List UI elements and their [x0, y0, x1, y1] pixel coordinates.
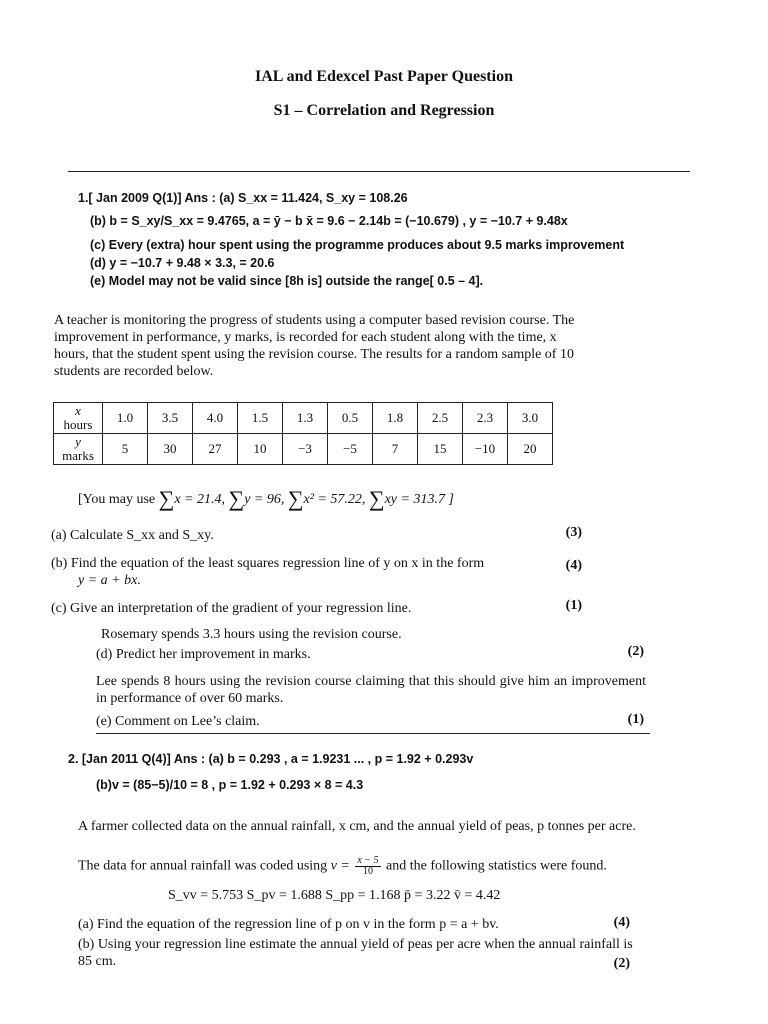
q1-part-e: (e) Comment on Lee’s claim. — [96, 714, 260, 729]
q2-intro: A farmer collected data on the annual rainfall, x cm, and the annual yield of peas, p tonnes per acre. — [78, 819, 636, 834]
q2-part-a: (a) Find the equation of the regression line of p on v in the form p = a + bv. — [78, 917, 499, 932]
q1-answer-line-d: (d) y = −10.7 + 9.48 × 3.3, = 20.6 — [90, 256, 275, 270]
table-cell: 3.5 — [148, 403, 193, 434]
table-cell: 1.0 — [103, 403, 148, 434]
q1-part-b-marks: (4) — [565, 558, 582, 573]
sigma-icon: ∑ — [368, 486, 385, 511]
q1-part-d-context: Rosemary spends 3.3 hours using the revision course. — [101, 627, 402, 642]
q2-part-a-marks: (4) — [613, 915, 630, 930]
x-header-symbol: x — [75, 403, 81, 418]
y-header-symbol: y — [75, 434, 81, 449]
table-cell: 30 — [148, 434, 193, 465]
table-cell: 15 — [418, 434, 463, 465]
sigma-icon: ∑ — [228, 486, 245, 511]
q2-answer-line-b: (b)v = (85−5)/10 = 8 , p = 1.92 + 0.293 × 8 = 4.3 — [96, 778, 364, 792]
table-cell: 2.5 — [418, 403, 463, 434]
q1-part-c: (c) Give an interpretation of the gradient of your regression line. — [51, 601, 412, 616]
x-header — [54, 403, 103, 434]
q1-part-b: (b) Find the equation of the least squares regression line of y on x in the form — [51, 556, 485, 571]
q2-coding-pre: The data for annual rainfall was coded using — [78, 858, 328, 874]
table-cell: 10 — [238, 434, 283, 465]
coding-fraction: $\frac{x - 5}{10}$ — [357, 855, 379, 877]
table-cell: 27 — [193, 434, 238, 465]
q1-part-e-marks: (1) — [627, 712, 644, 727]
q1-part-d-marks: (2) — [627, 644, 644, 659]
header-divider — [68, 171, 690, 172]
q1-part-e-context: Lee spends 8 hours using the revision course claiming that this should give him an improvement in performance of over 60 marks. — [96, 674, 646, 706]
table-cell: −5 — [328, 434, 373, 465]
sum-y: y = 96, — [244, 492, 285, 507]
sigma-icon: ∑ — [158, 486, 175, 511]
table-cell: 1.8 — [373, 403, 418, 434]
table-cell: −10 — [463, 434, 508, 465]
table-cell: 4.0 — [193, 403, 238, 434]
table-cell: −3 — [283, 434, 328, 465]
q2-part-b: (b) Using your regression line estimate the annual yield of peas per acre when the annual rainfall is 85 cm. — [78, 937, 633, 969]
table-cell: 1.5 — [238, 403, 283, 434]
q1-sums — [78, 486, 454, 511]
page-title: IAL and Edexcel Past Paper Question — [255, 68, 513, 85]
q1-part-a-marks: (3) — [565, 525, 582, 540]
q1-answer-line-c: (c) Every (extra) hour spent using the programme produces about 9.5 marks improvement — [90, 238, 625, 252]
q2-stats: S_vv = 5.753 S_pv = 1.688 S_pp = 1.168 p̄ = 3.22 v̄ = 4.42 — [168, 888, 501, 903]
x-header-unit: hours — [63, 417, 93, 432]
table-cell: 5 — [103, 434, 148, 465]
table-cell: 2.3 — [463, 403, 508, 434]
sum-xy: xy = 313.7 ] — [384, 492, 454, 507]
q1-part-a: (a) Calculate S_xx and S_xy. — [51, 528, 214, 543]
table-row-y — [54, 434, 553, 465]
table-cell: 3.0 — [508, 403, 553, 434]
q2-answer-line-a: 2. [Jan 2011 Q(4)] Ans : (a) b = 0.293 , a = 1.9231 ... , p = 1.92 + 0.293v — [68, 752, 474, 766]
table-row-x — [54, 403, 553, 434]
table-cell: 1.3 — [283, 403, 328, 434]
table-cell: 20 — [508, 434, 553, 465]
page-subtitle: S1 – Correlation and Regression — [273, 102, 495, 119]
q2-part-b-marks: (2) — [613, 956, 630, 971]
q1-part-b-form: y = a + bx. — [78, 573, 141, 588]
coding-formula: v = — [330, 858, 350, 874]
y-header — [54, 434, 103, 465]
q1-data-table — [53, 402, 553, 465]
table-cell: 0.5 — [328, 403, 373, 434]
q1-intro: A teacher is monitoring the progress of students using a computer based revision course. The improvement in performance, y marks, is recorded for each student along with the time, x hours, that the student spent using the revision course. The results for a random sample of 10 students are recorded below. — [54, 313, 575, 379]
y-header-unit: marks — [62, 448, 94, 463]
table-cell: 7 — [373, 434, 418, 465]
q1-part-d: (d) Predict her improvement in marks. — [96, 647, 311, 662]
q1-answer-line-e: (e) Model may not be valid since [8h is] outside the range[ 0.5 – 4]. — [90, 274, 484, 288]
sum-x2: x² = 57.22, — [303, 492, 366, 507]
q1-end-divider — [96, 733, 650, 734]
sum-x: x = 21.4, — [174, 492, 225, 507]
q2-coding — [78, 856, 607, 877]
q1-part-c-marks: (1) — [565, 598, 582, 613]
sums-open: [You may use — [78, 492, 156, 507]
sigma-icon: ∑ — [287, 486, 304, 511]
q1-answer-line-a: 1.[ Jan 2009 Q(1)] Ans : (a) S_xx = 11.424, S_xy = 108.26 — [78, 191, 408, 205]
q1-answer-line-b: (b) b = S_xy/S_xx = 9.4765, a = ȳ − b x̄ = 9.6 − 2.14b = (−10.679) , y = −10.7 + 9.48x — [90, 214, 568, 228]
q2-coding-post: and the following statistics were found. — [386, 858, 607, 874]
